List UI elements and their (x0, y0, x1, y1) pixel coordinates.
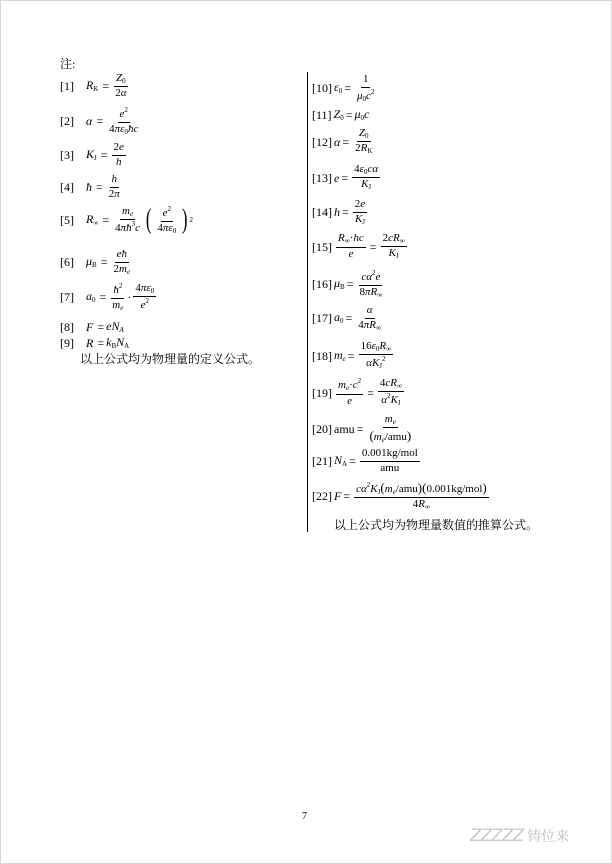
equation-number: [16] (312, 277, 332, 292)
equation-number: [20] (312, 422, 332, 437)
equation-number: [21] (312, 454, 332, 469)
equation-5: [5] $R_\infty$ = $\frac{m_e}{4\pi ħ^3c}$ ( $e^2$ $4\pi\varepsilon_0$ ) 2 (60, 204, 194, 236)
equation-number: [14] (312, 205, 332, 220)
equation-14: [14] h = $\frac{2e}{K_J}$ (312, 198, 366, 226)
equation-19: [19] $\frac{m_e\cdot c^2}{e}$ = $\frac{4cR_\infty}{\alpha^2K_J}$ (312, 377, 403, 408)
equation-number: [15] (312, 239, 332, 254)
equation-number: [9] (60, 336, 74, 350)
equation-number: [3] (60, 148, 74, 163)
amu-unit: amu (387, 431, 407, 444)
equation-9: [9] R = $k_BN_A$ (60, 335, 130, 350)
equation-number: [4] (60, 180, 74, 195)
equation-18: [18] $m_e$ = $16\varepsilon_0R_\infty$ $\alpha K_J^2$ (312, 340, 392, 371)
equation-1: [1] $R_K$ = $\frac{Z_0}{2\alpha}$ (60, 72, 127, 100)
equation-number: [18] (312, 348, 332, 363)
watermark-logo: ZZZZZ (470, 826, 524, 846)
equation-number: [17] (312, 311, 332, 326)
equation-number: [12] (312, 134, 332, 149)
equation-21: [21] $N_A$ = 0.001kg/mol amu (312, 447, 418, 474)
left-footnote: 以上公式均为物理量的定义公式。 (80, 352, 261, 366)
equation-20: [20] amu = $m_e$ $(m_e/amu)$ (312, 413, 412, 445)
equation-7: [7] $a_0$ = $\frac{ħ^2}{m_e}$ · $4\pi\varepsilon_0$ $e^2$ (60, 282, 155, 312)
kg-per-mol: 0.001kg/mol (426, 483, 483, 495)
equation-22: [22] F = $c\alpha^2K_J(m_e/amu)(0.001kg/mol)$ $4R_\infty$ (312, 480, 487, 512)
page-number: 7 (302, 811, 307, 822)
equation-number: [19] (312, 385, 332, 400)
equation-11: [11] $Z_0$ = $\mu_0c$ (312, 107, 370, 122)
kg-per-mol: 0.001kg/mol (360, 448, 420, 462)
equation-10: [10] $\varepsilon_0$ = $\frac{1}{\mu_0c^2}$ (312, 73, 375, 103)
right-footnote: 以上公式均为物理量数值的推算公式。 (334, 518, 539, 532)
equation-6: [6] $\mu_B$ = $\frac{eħ}{2m_e}$ (60, 248, 131, 276)
equation-12: [12] α = $\frac{Z_0}{2R_K}$ (312, 127, 373, 156)
equation-4: [4] ħ = $\frac{h}{2\pi}$ (60, 173, 120, 200)
note-label: 注: (60, 57, 76, 71)
amu-unit: amu (398, 483, 418, 495)
equation-8: [8] F = $eN_A$ (60, 319, 124, 334)
equation-number: [13] (312, 170, 332, 185)
watermark (470, 826, 569, 846)
equation-15: [15] $\frac{R_\infty\cdot hc}{e}$ = $\frac{2cR_\infty}{K_J}$ (312, 232, 405, 261)
amu-denominator: amu (380, 461, 400, 474)
equation-number: [2] (60, 114, 74, 129)
equation-3: [3] $K_J$ = $\frac{2e}{h}$ (60, 141, 124, 168)
equation-number: [10] (312, 81, 332, 96)
equation-number: [8] (60, 320, 74, 334)
column-divider (307, 72, 308, 532)
equation-number: [7] (60, 290, 74, 305)
equation-number: [22] (312, 489, 332, 504)
amu-label: amu (334, 422, 355, 437)
equation-17: [17] $a_0$ = $\frac{\alpha}{4\pi R_\infty}$ (312, 304, 382, 332)
watermark-text: 铸位来 (527, 829, 570, 845)
equation-number: [5] (60, 213, 74, 228)
equation-number: [6] (60, 255, 74, 270)
equation-16: [16] $\mu_B$ = $\frac{c\alpha^2e}{8\pi R_\infty}$ (312, 269, 383, 299)
equation-number: [11] (312, 108, 332, 122)
equation-13: [13] e = $\frac{4\varepsilon_0c\alpha}{K_J}$ (312, 163, 379, 192)
equation-number: [1] (60, 79, 74, 94)
equation-2: [2] α = $\frac{e^2}{4\pi\varepsilon_0ħc}$ (60, 106, 139, 136)
